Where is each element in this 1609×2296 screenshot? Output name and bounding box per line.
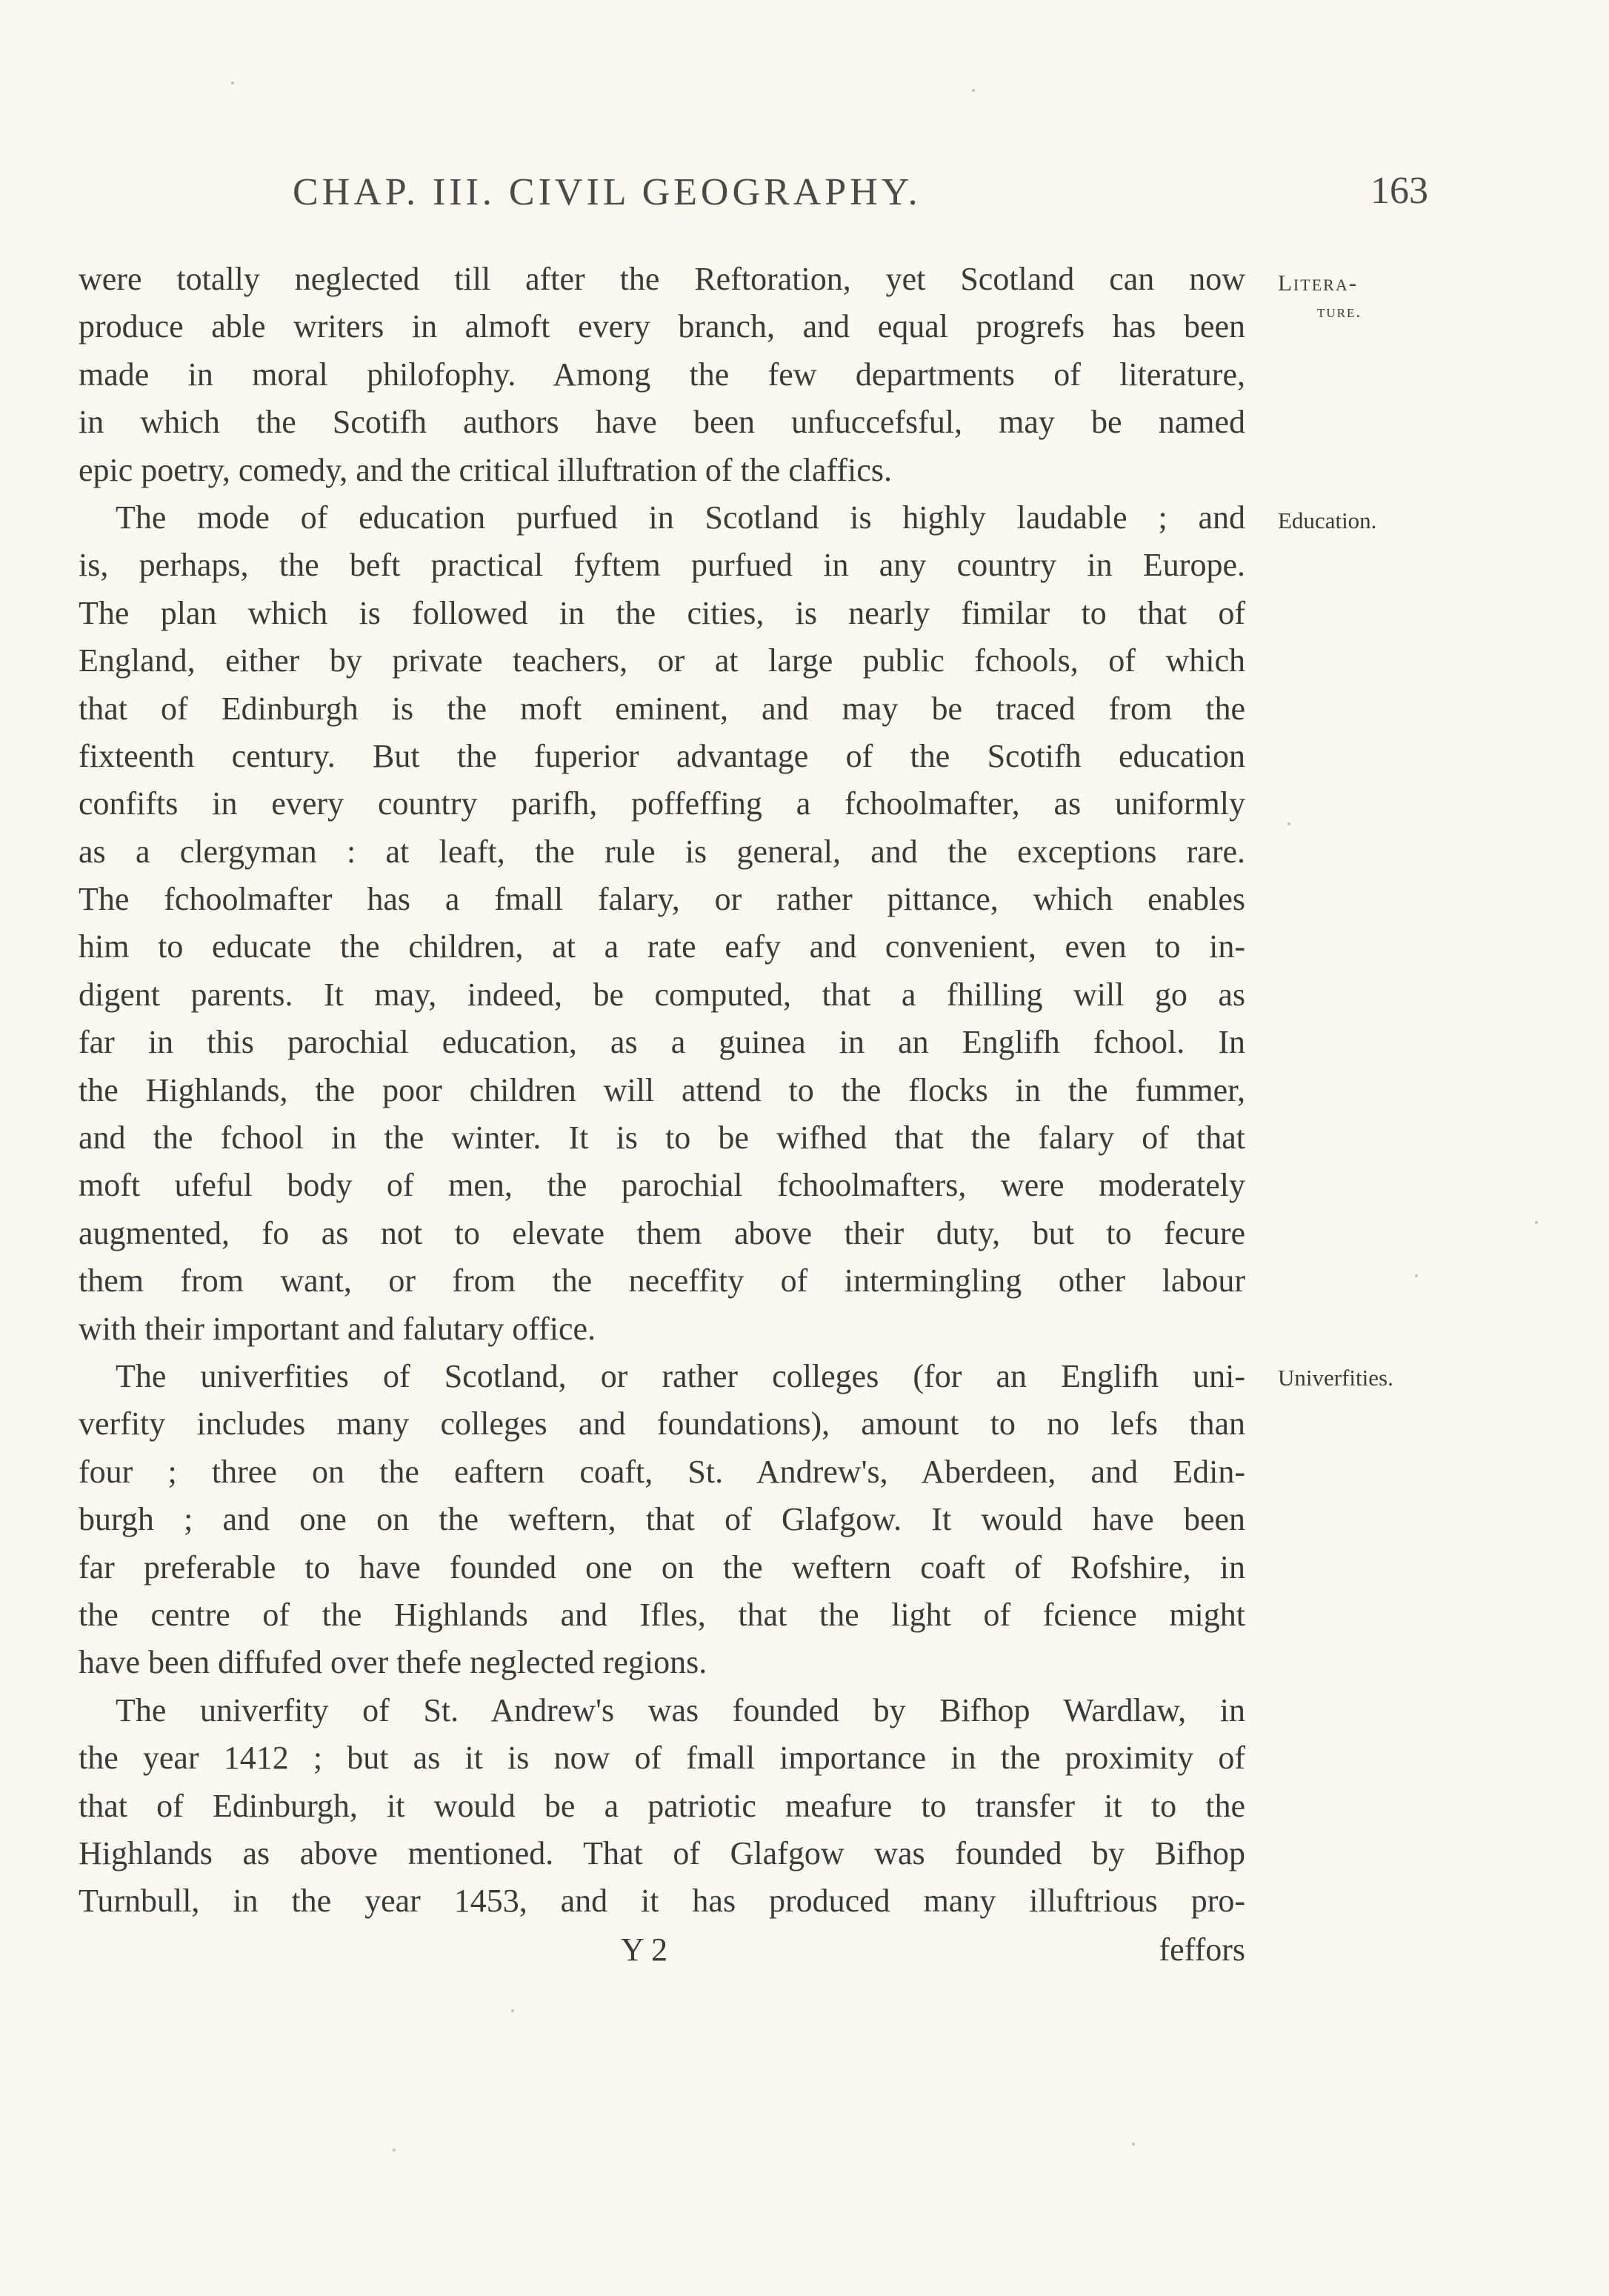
text-line: digent parents. It may, indeed, be computed, that a fhilling will go as bbox=[79, 976, 1245, 1013]
text-line: Highlands as above mentioned. That of Glafgow was founded by Bifhop bbox=[79, 1834, 1245, 1871]
text-line: four ; three on the eaftern coaft, St. Andrew's, Aberdeen, and Edin- bbox=[79, 1453, 1245, 1490]
paper-speck bbox=[1132, 2143, 1135, 2146]
paper-speck bbox=[1415, 1274, 1418, 1277]
paper-speck bbox=[1535, 1221, 1538, 1224]
paper-speck bbox=[231, 81, 234, 84]
text-line: The mode of education purfued in Scotland is highly laudable ; and bbox=[116, 499, 1245, 536]
signature-mark: Y 2 bbox=[621, 1931, 668, 1968]
text-line: in which the Scotifh authors have been unfuccefsful, may be named bbox=[79, 404, 1245, 441]
catchword: feffors bbox=[1159, 1931, 1245, 1968]
text-line: with their important and falutary office. bbox=[79, 1310, 596, 1347]
text-line: the Highlands, the poor children will attend to the flocks in the fummer, bbox=[79, 1071, 1245, 1108]
margin-note-universities: Univerfities. bbox=[1278, 1365, 1393, 1391]
text-line: were totally neglected till after the Reftoration, yet Scotland can now bbox=[79, 261, 1245, 297]
page-number: 163 bbox=[1370, 170, 1428, 212]
text-line: Turnbull, in the year 1453, and it has produced many illuftrious pro- bbox=[79, 1883, 1245, 1920]
paper-speck bbox=[393, 2149, 396, 2152]
text-line: The plan which is followed in the cities, is nearly fimilar to that of bbox=[79, 594, 1245, 631]
text-line: moft ufeful body of men, the parochial fchoolmafters, were moderately bbox=[79, 1167, 1245, 1204]
margin-note-education: Education. bbox=[1278, 508, 1377, 533]
margin-note-literature-2: ture. bbox=[1317, 302, 1362, 322]
text-line: far preferable to have founded one on the weftern coaft of Rofshire, in bbox=[79, 1548, 1245, 1585]
text-line: England, either by private teachers, or at large public fchools, of which bbox=[79, 642, 1245, 679]
text-line: as a clergyman : at leaft, the rule is general, and the exceptions rare. bbox=[79, 833, 1245, 870]
text-line: burgh ; and one on the weftern, that of Glafgow. It would have been bbox=[79, 1501, 1245, 1538]
margin-note-literature-1: Litera- bbox=[1278, 270, 1359, 296]
paper-speck bbox=[511, 2009, 514, 2012]
text-line: them from want, or from the neceffity of intermingling other labour bbox=[79, 1262, 1245, 1300]
text-line: confifts in every country parifh, poffeffing a fchoolmafter, as uniformly bbox=[79, 785, 1245, 822]
text-line: made in moral philofophy. Among the few departments of literature, bbox=[79, 356, 1245, 393]
text-line: fixteenth century. But the fuperior advantage of the Scotifh education bbox=[79, 737, 1245, 774]
text-line: verfity includes many colleges and foundations), amount to no lefs than bbox=[79, 1405, 1245, 1443]
page-footer bbox=[79, 1926, 1245, 1974]
text-line: The fchoolmafter has a fmall falary, or rather pittance, which enables bbox=[79, 881, 1245, 918]
body-text bbox=[79, 256, 1245, 1926]
text-line: epic poetry, comedy, and the critical illuftration of the claffics. bbox=[79, 451, 892, 488]
paper-speck bbox=[1287, 822, 1290, 825]
text-line: far in this parochial education, as a guinea in an Englifh fchool. In bbox=[79, 1024, 1245, 1061]
running-title: CHAP. III. CIVIL GEOGRAPHY. bbox=[293, 171, 922, 213]
text-line: produce able writers in almoft every branch, and equal progrefs has been bbox=[79, 308, 1245, 345]
text-line: the year 1412 ; but as it is now of fmall importance in the proximity of bbox=[79, 1740, 1245, 1777]
text-line: and the fchool in the winter. It is to be wifhed that the falary of that bbox=[79, 1119, 1245, 1157]
text-line: the centre of the Highlands and Ifles, that the light of fcience might bbox=[79, 1596, 1245, 1633]
text-line: augmented, fo as not to elevate them above their duty, but to fecure bbox=[79, 1214, 1245, 1251]
text-line: have been diffufed over thefe neglected regions. bbox=[79, 1644, 707, 1681]
text-line: him to educate the children, at a rate eafy and convenient, even to in- bbox=[79, 928, 1245, 965]
text-line: that of Edinburgh is the moft eminent, and may be traced from the bbox=[79, 690, 1245, 727]
text-line: that of Edinburgh, it would be a patriotic meafure to transfer it to the bbox=[79, 1787, 1245, 1824]
paper-speck bbox=[972, 89, 975, 92]
text-line: The univerfities of Scotland, or rather colleges (for an Englifh uni- bbox=[116, 1357, 1245, 1394]
text-line: is, perhaps, the beft practical fyftem purfued in any country in Europe. bbox=[79, 547, 1245, 584]
text-line: The univerfity of St. Andrew's was founded by Bifhop Wardlaw, in bbox=[116, 1691, 1245, 1728]
